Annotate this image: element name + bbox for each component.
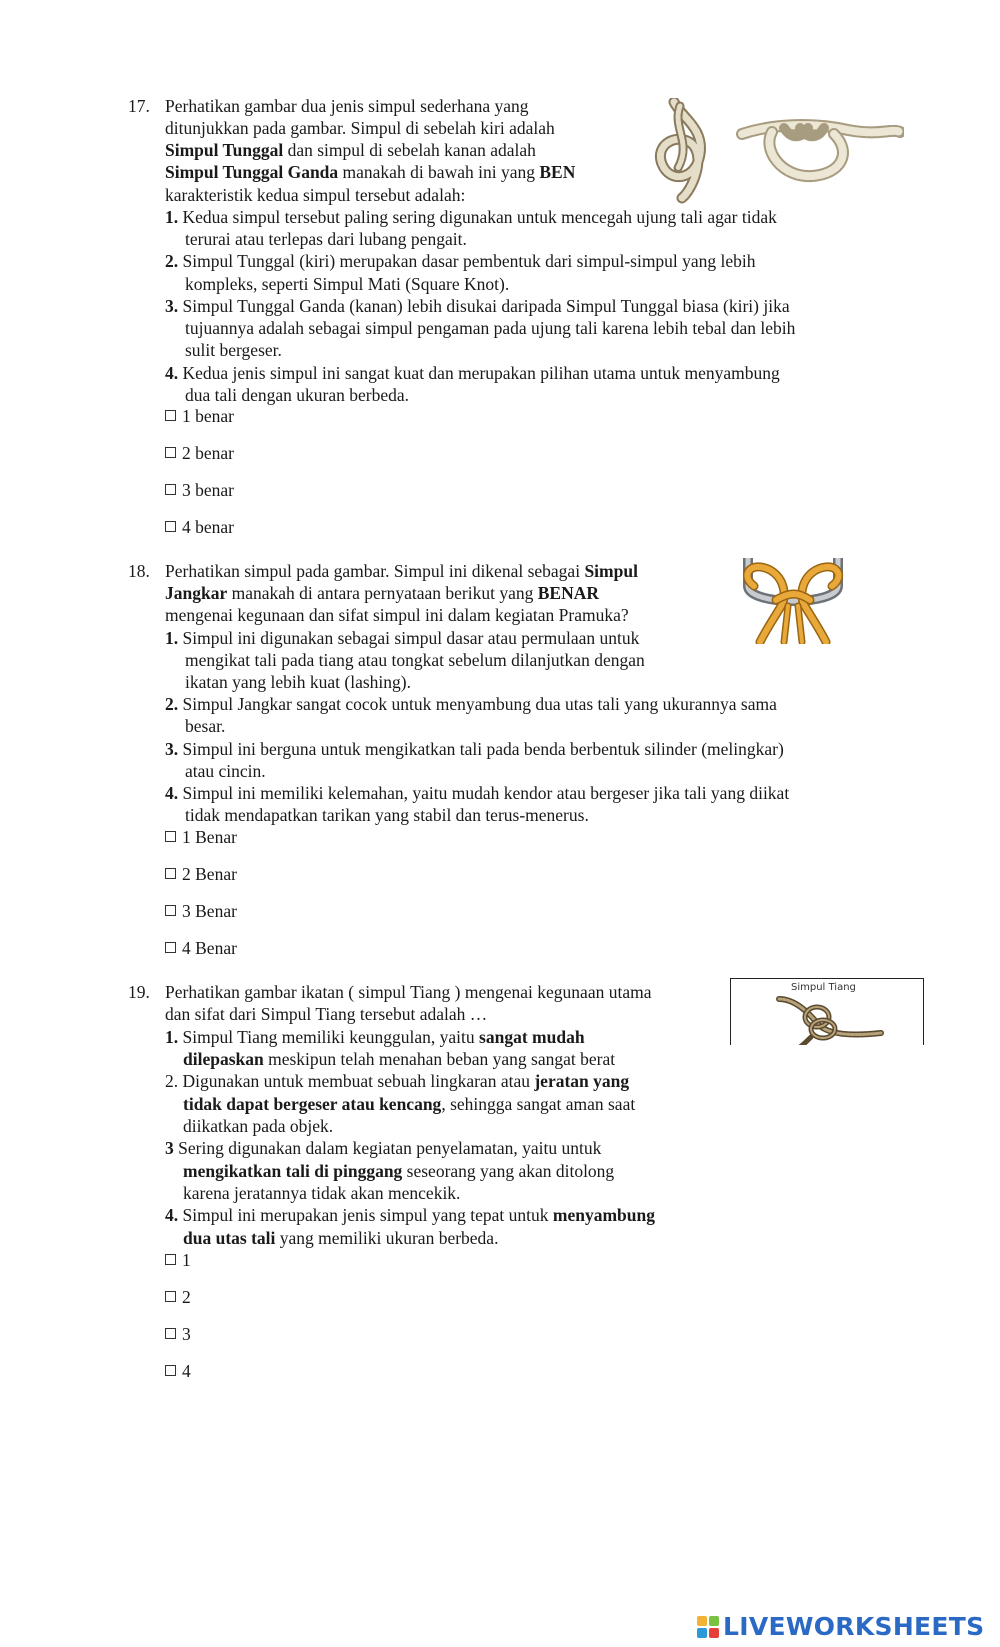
checkbox-icon[interactable] bbox=[165, 831, 176, 842]
statement-line: diikatkan pada objek. bbox=[183, 1116, 334, 1136]
statement-2: 2. Simpul Tunggal (kiri) merupakan dasar pembentuk dari simpul-simpul yang lebih bbox=[165, 251, 756, 271]
question-stem-line: Perhatikan gambar ikatan ( simpul Tiang ) mengenai kegunaan utama bbox=[165, 982, 652, 1002]
clove-hitch-icon bbox=[775, 993, 885, 1045]
statement-line: tujuannya adalah sebagai simpul pengaman pada ujung tali karena lebih tebal dan lebih bbox=[185, 318, 796, 338]
question-stem-line: ditunjukkan pada gambar. Simpul di sebelah kiri adalah bbox=[165, 118, 555, 138]
question-stem-line: Perhatikan simpul pada gambar. Simpul ini dikenal sebagai Simpul bbox=[165, 561, 638, 581]
liveworksheets-logo-icon bbox=[697, 1616, 719, 1638]
question-stem-line: Perhatikan gambar dua jenis simpul sederhana yang bbox=[165, 96, 529, 116]
statement-line: tidak dapat bergeser atau kencang, sehingga sangat aman saat bbox=[183, 1094, 636, 1114]
option-checkbox-4[interactable]: 4 bbox=[165, 1360, 191, 1382]
question-stem-line: dan sifat dari Simpul Tiang tersebut adalah … bbox=[165, 1004, 488, 1024]
statement-1: 1. Simpul Tiang memiliki keunggulan, yaitu sangat mudah bbox=[165, 1027, 585, 1047]
statement-1: 1. Simpul ini digunakan sebagai simpul dasar atau permulaan untuk bbox=[165, 628, 640, 648]
checkbox-icon[interactable] bbox=[165, 1291, 176, 1302]
checkbox-icon[interactable] bbox=[165, 410, 176, 421]
statement-line: kompleks, seperti Simpul Mati (Square Knot). bbox=[185, 274, 510, 294]
statement-4: 4. Simpul ini memiliki kelemahan, yaitu mudah kendor atau bergeser jika tali yang diikat bbox=[165, 783, 790, 803]
checkbox-icon[interactable] bbox=[165, 868, 176, 879]
brand-name: LIVEWORKSHEETS bbox=[723, 1612, 985, 1641]
question-number: 17. bbox=[128, 96, 150, 116]
statement-4: 4. Kedua jenis simpul ini sangat kuat dan merupakan pilihan utama untuk menyambung bbox=[165, 363, 780, 383]
statement-2: 2. Simpul Jangkar sangat cocok untuk menyambung dua utas tali yang ukurannya sama bbox=[165, 694, 777, 714]
option-checkbox-3[interactable]: 3 benar bbox=[165, 479, 234, 501]
statement-line: ikatan yang lebih kuat (lashing). bbox=[185, 672, 411, 692]
question-stem-line: karakteristik kedua simpul tersebut adalah: bbox=[165, 185, 466, 205]
option-checkbox-2[interactable]: 2 benar bbox=[165, 442, 234, 464]
question-stem-line: Simpul Tunggal Ganda manakah di bawah ini yang BEN bbox=[165, 162, 576, 182]
statement-3: 3. Simpul Tunggal Ganda (kanan) lebih disukai daripada Simpul Tunggal biasa (kiri) jika bbox=[165, 296, 790, 316]
anchor-hitch-illustration bbox=[740, 556, 846, 644]
statement-line: dua tali dengan ukuran berbeda. bbox=[185, 385, 410, 405]
statement-line: mengikatkan tali di pinggang seseorang yang akan ditolong bbox=[183, 1161, 615, 1181]
statement-line: besar. bbox=[185, 716, 226, 736]
clove-hitch-image-frame bbox=[730, 978, 924, 1045]
checkbox-icon[interactable] bbox=[165, 905, 176, 916]
option-checkbox-4[interactable]: 4 Benar bbox=[165, 937, 237, 959]
statement-3: 3 Sering digunakan dalam kegiatan penyelamatan, yaitu untuk bbox=[165, 1138, 602, 1158]
statement-3: 3. Simpul ini berguna untuk mengikatkan tali pada benda berbentuk silinder (melingkar) bbox=[165, 739, 784, 759]
option-checkbox-3[interactable]: 3 bbox=[165, 1323, 191, 1345]
checkbox-icon[interactable] bbox=[165, 521, 176, 532]
statement-line: atau cincin. bbox=[185, 761, 266, 781]
question-number: 18. bbox=[128, 561, 150, 581]
option-checkbox-3[interactable]: 3 Benar bbox=[165, 900, 237, 922]
question-number: 19. bbox=[128, 982, 150, 1002]
statement-line: sulit bergeser. bbox=[185, 340, 282, 360]
statement-line: dua utas tali yang memiliki ukuran berbeda. bbox=[183, 1228, 499, 1248]
checkbox-icon[interactable] bbox=[165, 1254, 176, 1265]
option-checkbox-4[interactable]: 4 benar bbox=[165, 516, 234, 538]
option-checkbox-1[interactable]: 1 bbox=[165, 1249, 191, 1271]
option-checkbox-2[interactable]: 2 Benar bbox=[165, 863, 237, 885]
statement-line: dilepaskan meskipun telah menahan beban yang sangat berat bbox=[183, 1049, 616, 1069]
overhand-knot-image bbox=[660, 102, 700, 198]
checkbox-icon[interactable] bbox=[165, 1365, 176, 1376]
statement-line: tidak mendapatkan tarikan yang stabil dan terus-menerus. bbox=[185, 805, 589, 825]
statement-line: terurai atau terlepas dari lubang pengait. bbox=[185, 229, 467, 249]
checkbox-icon[interactable] bbox=[165, 1328, 176, 1339]
checkbox-icon[interactable] bbox=[165, 942, 176, 953]
question-stem-line: Simpul Tunggal dan simpul di sebelah kanan adalah bbox=[165, 140, 536, 160]
knot-illustration bbox=[652, 98, 904, 204]
statement-line: karena jeratannya tidak akan mencekik. bbox=[183, 1183, 461, 1203]
option-checkbox-1[interactable]: 1 Benar bbox=[165, 826, 237, 848]
question-stem-line: mengenai kegunaan dan sifat simpul ini dalam kegiatan Pramuka? bbox=[165, 605, 629, 625]
statement-line: mengikat tali pada tiang atau tongkat sebelum dilanjutkan dengan bbox=[185, 650, 645, 670]
option-checkbox-2[interactable]: 2 bbox=[165, 1286, 191, 1308]
statement-4: 4. Simpul ini merupakan jenis simpul yang tepat untuk menyambung bbox=[165, 1205, 655, 1225]
liveworksheets-logo[interactable] bbox=[697, 1612, 984, 1642]
option-checkbox-1[interactable]: 1 benar bbox=[165, 405, 234, 427]
image-caption: Simpul Tiang bbox=[791, 982, 856, 993]
double-overhand-knot-image bbox=[742, 125, 900, 176]
statement-1: 1. Kedua simpul tersebut paling sering digunakan untuk mencegah ujung tali agar tidak bbox=[165, 207, 777, 227]
checkbox-icon[interactable] bbox=[165, 484, 176, 495]
question-stem-line: Jangkar manakah di antara pernyataan berikut yang BENAR bbox=[165, 583, 599, 603]
checkbox-icon[interactable] bbox=[165, 447, 176, 458]
statement-2: 2. Digunakan untuk membuat sebuah lingkaran atau jeratan yang bbox=[165, 1071, 630, 1091]
